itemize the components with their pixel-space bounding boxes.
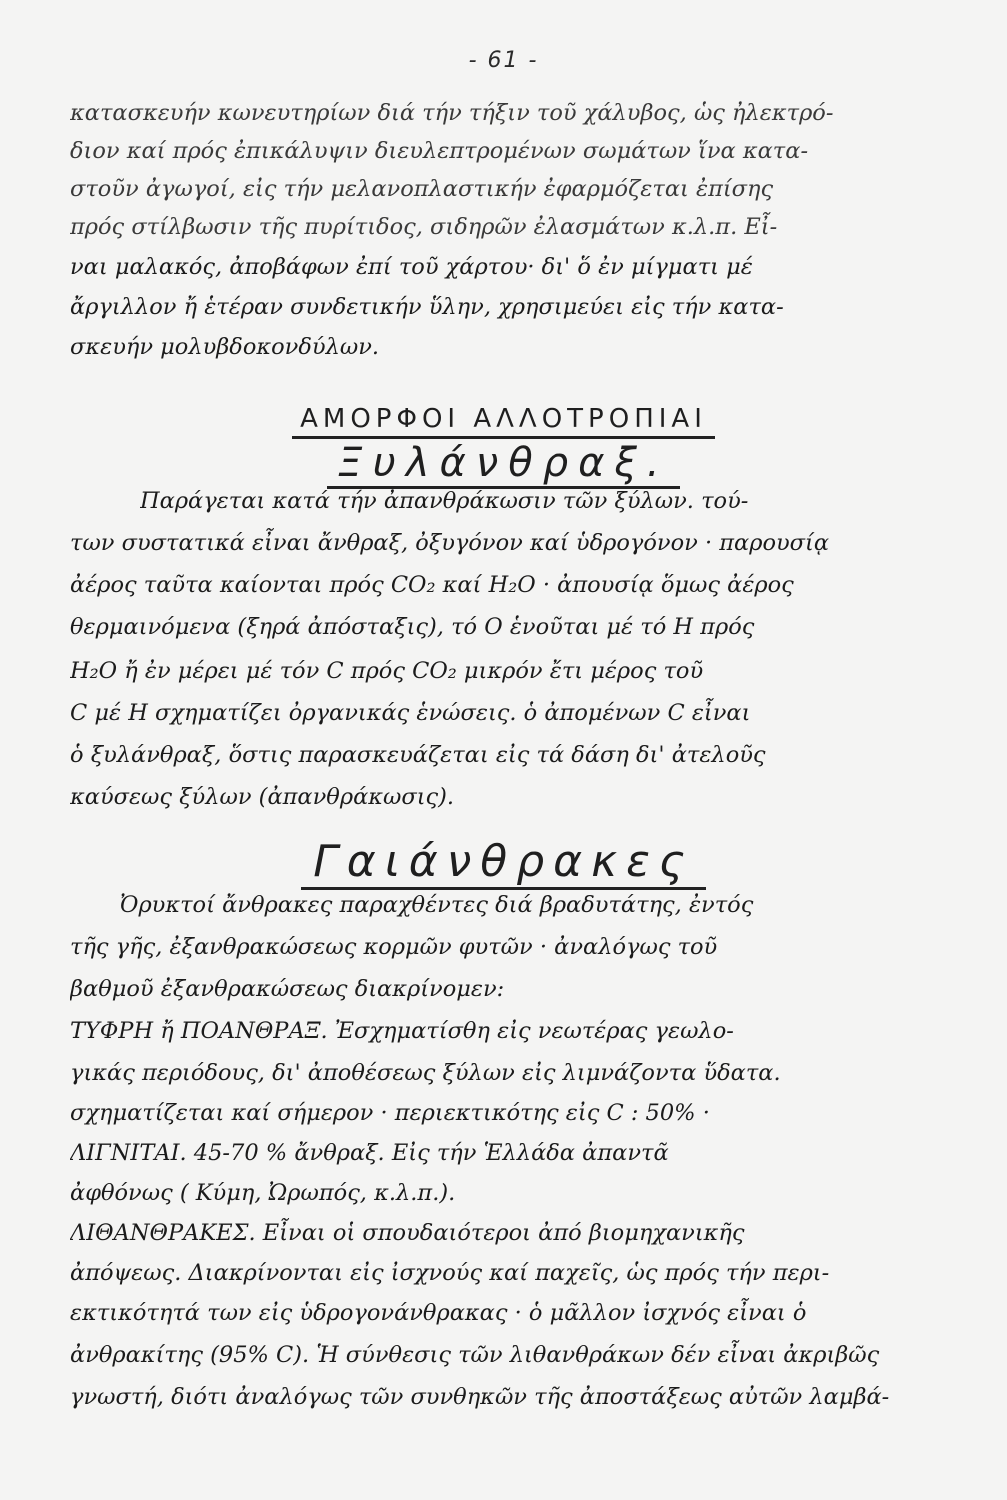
coal-line-2: τῆς γῆς, ἐξανθρακώσεως κορμῶν φυτῶν · ἀναλόγως τοῦ [70,934,718,960]
intro-line-2: διον καί πρός ἐπικάλυψιν διευλεπτρομένων σωμάτων ἵνα κατα- [70,138,809,164]
charcoal-line-6: C μέ H σχηματίζει ὀργανικάς ἑνώσεις. ὁ ἀπομένων C εἶναι [70,700,751,726]
heading-coals-text: Γαιάνθρακες [301,836,705,890]
coal-line-5: γικάς περιόδους, δι' ἀποθέσεως ξύλων εἰς λιμνάζοντα ὕδατα. [70,1060,781,1086]
heading-charcoal-text: Ξυλάνθραξ. [327,440,679,489]
heading-amorphous-text: ΑΜΟΡΦΟΙ ΑΛΛΟΤΡΟΠΙΑΙ [292,404,715,439]
coal-line-13: γνωστή, διότι ἀναλόγως τῶν συνθηκῶν τῆς ἀποστάξεως αὐτῶν λαμβά- [70,1384,890,1410]
coal-line-8: ἀφθόνως ( Κύμη, Ὠρωπός, κ.λ.π.). [70,1180,456,1206]
charcoal-line-3: ἀέρος ταῦτα καίονται πρός CO₂ καί H₂O · ἀπουσίᾳ ὅμως ἀέρος [70,572,794,598]
intro-line-7: σκευήν μολυβδοκονδύλων. [70,334,380,360]
coal-line-6: σχηματίζεται καί σήμερον · περιεκτικότης εἰς C : 50% · [70,1100,710,1126]
coal-line-10: ἀπόψεως. Διακρίνονται εἰς ἰσχνούς καί παχεῖς, ὡς πρός τήν περι- [70,1260,830,1286]
charcoal-line-8: καύσεως ξύλων (ἀπανθράκωσις). [70,784,455,810]
intro-line-3: στοῦν ἀγωγοί, εἰς τήν μελανοπλαστικήν ἐφαρμόζεται ἐπίσης [70,176,774,202]
coal-line-11: εκτικότητά των εἰς ὑδρογονάνθρακας · ὁ μᾶλλον ἰσχνός εἶναι ὁ [70,1300,807,1326]
charcoal-line-2: των συστατικά εἶναι ἄνθραξ, ὀξυγόνον καί ὑδρογόνον · παρουσίᾳ [70,530,830,556]
charcoal-line-1: Παράγεται κατά τήν ἀπανθράκωσιν τῶν ξύλων. τού- [140,488,749,514]
coal-line-anthracite: ἀνθρακίτης (95% C). Ἡ σύνθεσις τῶν λιθανθράκων δέν εἶναι ἀκριβῶς [70,1342,880,1368]
charcoal-line-4: θερμαινόμενα (ξηρά ἀπόσταξις), τό O ἑνοῦται μέ τό H πρός [70,614,755,640]
intro-line-4: πρός στίλβωσιν τῆς πυρίτιδος, σιδηρῶν ἐλασμάτων κ.λ.π. Εἶ- [70,214,778,240]
intro-line-6: ἄργιλλον ἤ ἑτέραν συνδετικήν ὕλην, χρησιμεύει εἰς τήν κατα- [70,294,784,320]
coal-line-1: Ὀρυκτοί ἄνθρακες παραχθέντες διά βραδυτάτης, ἐντός [120,892,754,918]
heading-coals [0,836,1007,887]
charcoal-line-7: ὁ ξυλάνθραξ, ὅστις παρασκευάζεται εἰς τά δάση δι' ἀτελοῦς [70,742,766,768]
charcoal-line-5: H₂O ἤ ἐν μέρει μέ τόν C πρός CO₂ μικρόν ἔτι μέρος τοῦ [70,658,704,684]
coal-line-3: βαθμοῦ ἐξανθρακώσεως διακρίνομεν: [70,976,505,1002]
coal-line-peat: ΤΥΦΡΗ ἤ ΠΟΑΝΘΡΑΞ. Ἐσχηματίσθη εἰς νεωτέρας γεωλο- [70,1018,734,1044]
page-number: - 61 - [468,48,539,73]
coal-line-lignites: ΛΙΓΝΙΤΑΙ. 45-70 % ἄνθραξ. Εἰς τήν Ἑλλάδα ἀπαντᾶ [70,1140,669,1166]
heading-charcoal [0,440,1007,486]
coal-line-bituminous: ΛΙΘΑΝΘΡΑΚΕΣ. Εἶναι οἱ σπουδαιότεροι ἀπό βιομηχανικῆς [70,1220,745,1246]
intro-line-5: ναι μαλακός, ἀποβάφων ἐπί τοῦ χάρτου· δι' ὅ ἐν μίγματι μέ [70,254,753,280]
intro-line-1: κατασκευήν κωνευτηρίων διά τήν τήξιν τοῦ χάλυβος, ὡς ἠλεκτρό- [70,100,834,126]
heading-amorphous-allotropes [0,404,1007,434]
